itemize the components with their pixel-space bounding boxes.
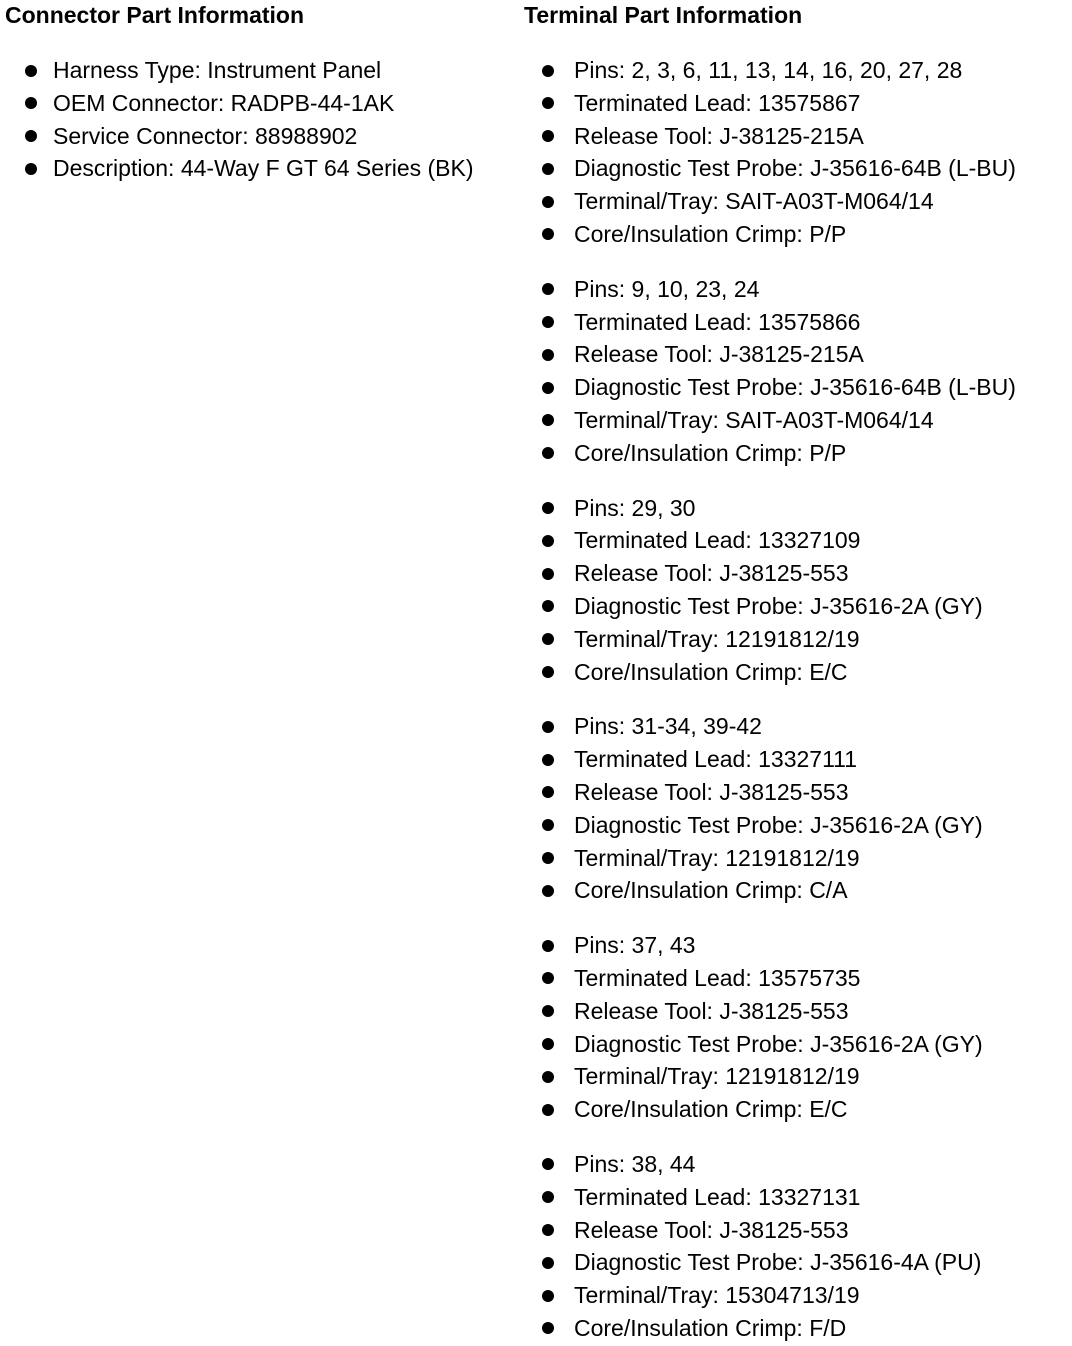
terminal-info-item (524, 273, 1069, 306)
bullet-icon (542, 382, 554, 394)
bullet-icon (542, 97, 554, 109)
terminal-info-item (524, 874, 1069, 907)
terminal-info-text: Terminal/Tray: SAIT-A03T-M064/14 (574, 188, 934, 215)
terminal-info-text: Release Tool: J-38125-553 (574, 560, 849, 587)
terminal-group (524, 929, 1069, 1126)
terminal-info-text: Diagnostic Test Probe: J-35616-64B (L-BU) (574, 155, 1016, 182)
connector-info-list (5, 54, 520, 185)
terminal-group (524, 273, 1069, 470)
terminal-info-item (524, 557, 1069, 590)
terminal-info-text: Release Tool: J-38125-553 (574, 1216, 849, 1243)
terminal-info-item (524, 54, 1069, 87)
terminal-info-text: Terminal/Tray: 15304713/19 (574, 1282, 860, 1309)
bullet-icon (542, 885, 554, 897)
bullet-icon (25, 130, 37, 142)
terminal-info-text: Core/Insulation Crimp: E/C (574, 658, 848, 685)
terminal-info-item (524, 185, 1069, 218)
terminal-info-item (524, 338, 1069, 371)
bullet-icon (542, 535, 554, 547)
bullet-icon (542, 130, 554, 142)
bullet-icon (542, 1322, 554, 1334)
terminal-group (524, 1148, 1069, 1345)
terminal-info-item (524, 995, 1069, 1028)
terminal-info-text: Terminal/Tray: 12191812/19 (574, 625, 860, 652)
terminal-info-item (524, 962, 1069, 995)
terminal-info-text: Diagnostic Test Probe: J-35616-64B (L-BU) (574, 374, 1016, 401)
terminal-info-text: Diagnostic Test Probe: J-35616-4A (PU) (574, 1249, 982, 1276)
terminal-info-text: Diagnostic Test Probe: J-35616-2A (GY) (574, 592, 983, 619)
terminal-info-item (524, 809, 1069, 842)
terminal-part-information-section (524, 0, 1069, 1345)
terminal-info-text: Release Tool: J-38125-553 (574, 997, 849, 1024)
bullet-icon (542, 819, 554, 831)
terminal-info-text: Core/Insulation Crimp: E/C (574, 1096, 848, 1123)
terminal-info-text: Core/Insulation Crimp: F/D (574, 1314, 847, 1341)
terminal-info-item (524, 1148, 1069, 1181)
terminal-group (524, 492, 1069, 689)
terminal-info-text: Terminal/Tray: 12191812/19 (574, 1063, 860, 1090)
terminal-info-text: Diagnostic Test Probe: J-35616-2A (GY) (574, 1030, 983, 1057)
connector-part-information-section (5, 0, 520, 185)
terminal-info-item (524, 1214, 1069, 1247)
terminal-info-text: Release Tool: J-38125-553 (574, 778, 849, 805)
bullet-icon (542, 196, 554, 208)
terminal-group (524, 54, 1069, 251)
terminal-groups (524, 54, 1069, 1345)
terminal-info-text: Terminated Lead: 13575866 (574, 308, 861, 335)
terminal-info-item (524, 1246, 1069, 1279)
terminal-info-text: Pins: 2, 3, 6, 11, 13, 14, 16, 20, 27, 28 (574, 57, 963, 83)
terminal-info-item (524, 152, 1069, 185)
terminal-info-text: Diagnostic Test Probe: J-35616-2A (GY) (574, 811, 983, 838)
terminal-info-item (524, 929, 1069, 962)
terminal-info-text: Terminated Lead: 13327131 (574, 1183, 861, 1210)
bullet-icon (542, 228, 554, 240)
terminal-info-item (524, 1028, 1069, 1061)
terminal-info-text: Terminal/Tray: SAIT-A03T-M064/14 (574, 406, 934, 433)
terminal-info-item (524, 623, 1069, 656)
terminal-info-text: Terminated Lead: 13575735 (574, 964, 861, 991)
terminal-info-item (524, 776, 1069, 809)
connector-info-text: Harness Type: Instrument Panel (53, 57, 382, 83)
terminal-info-item (524, 524, 1069, 557)
terminal-info-item (524, 656, 1069, 689)
connector-info-text: OEM Connector: RADPB-44-1AK (53, 89, 395, 116)
connector-info-item (5, 87, 520, 120)
terminal-info-text: Pins: 38, 44 (574, 1150, 696, 1177)
bullet-icon (542, 316, 554, 328)
terminal-section-title: Terminal Part Information (524, 2, 803, 28)
terminal-info-item (524, 306, 1069, 339)
terminal-info-item (524, 437, 1069, 470)
terminal-info-text: Core/Insulation Crimp: C/A (574, 877, 848, 904)
bullet-icon (542, 1191, 554, 1203)
terminal-info-item (524, 87, 1069, 120)
bullet-icon (542, 786, 554, 798)
connector-info-item (5, 152, 520, 185)
terminal-info-text: Release Tool: J-38125-215A (574, 122, 864, 149)
bullet-icon (542, 721, 554, 733)
terminal-info-item (524, 842, 1069, 875)
bullet-icon (542, 1104, 554, 1116)
terminal-info-item (524, 404, 1069, 437)
bullet-icon (542, 283, 554, 295)
terminal-group (524, 710, 1069, 907)
bullet-icon (542, 633, 554, 645)
terminal-info-item (524, 120, 1069, 153)
terminal-info-text: Terminated Lead: 13575867 (574, 89, 861, 116)
bullet-icon (542, 1005, 554, 1017)
terminal-info-text: Release Tool: J-38125-215A (574, 341, 864, 368)
terminal-info-item (524, 743, 1069, 776)
terminal-info-item (524, 1279, 1069, 1312)
terminal-info-item (524, 492, 1069, 525)
bullet-icon (542, 600, 554, 612)
bullet-icon (542, 852, 554, 864)
terminal-info-text: Terminal/Tray: 12191812/19 (574, 844, 860, 871)
terminal-info-item (524, 710, 1069, 743)
terminal-info-item (524, 1060, 1069, 1093)
bullet-icon (542, 1071, 554, 1083)
terminal-info-item (524, 1093, 1069, 1126)
terminal-info-text: Terminated Lead: 13327111 (574, 746, 858, 773)
connector-info-item (5, 120, 520, 153)
bullet-icon (542, 349, 554, 361)
terminal-info-item (524, 371, 1069, 404)
connector-info-item (5, 54, 520, 87)
bullet-icon (25, 65, 37, 77)
terminal-info-item (524, 1181, 1069, 1214)
bullet-icon (542, 502, 554, 514)
connector-info-text: Description: 44-Way F GT 64 Series (BK) (53, 155, 474, 182)
terminal-info-text: Terminated Lead: 13327109 (574, 527, 861, 554)
bullet-icon (542, 163, 554, 175)
bullet-icon (542, 447, 554, 459)
bullet-icon (542, 65, 554, 77)
terminal-info-item (524, 218, 1069, 251)
terminal-info-text: Pins: 31-34, 39-42 (574, 713, 762, 740)
terminal-info-text: Core/Insulation Crimp: P/P (574, 220, 847, 247)
bullet-icon (542, 568, 554, 580)
bullet-icon (542, 972, 554, 984)
terminal-info-text: Core/Insulation Crimp: P/P (574, 439, 847, 466)
bullet-icon (25, 97, 37, 109)
bullet-icon (542, 1158, 554, 1170)
terminal-info-item (524, 1312, 1069, 1345)
bullet-icon (25, 163, 37, 175)
terminal-info-text: Pins: 37, 43 (574, 932, 696, 959)
bullet-icon (542, 666, 554, 678)
bullet-icon (542, 1038, 554, 1050)
connector-section-title: Connector Part Information (5, 2, 305, 28)
connector-info-text: Service Connector: 88988902 (53, 122, 358, 149)
terminal-info-text: Pins: 9, 10, 23, 24 (574, 275, 760, 302)
bullet-icon (542, 1224, 554, 1236)
bullet-icon (542, 414, 554, 426)
bullet-icon (542, 754, 554, 766)
bullet-icon (542, 1257, 554, 1269)
terminal-info-item (524, 590, 1069, 623)
bullet-icon (542, 940, 554, 952)
terminal-info-text: Pins: 29, 30 (574, 494, 696, 521)
bullet-icon (542, 1290, 554, 1302)
